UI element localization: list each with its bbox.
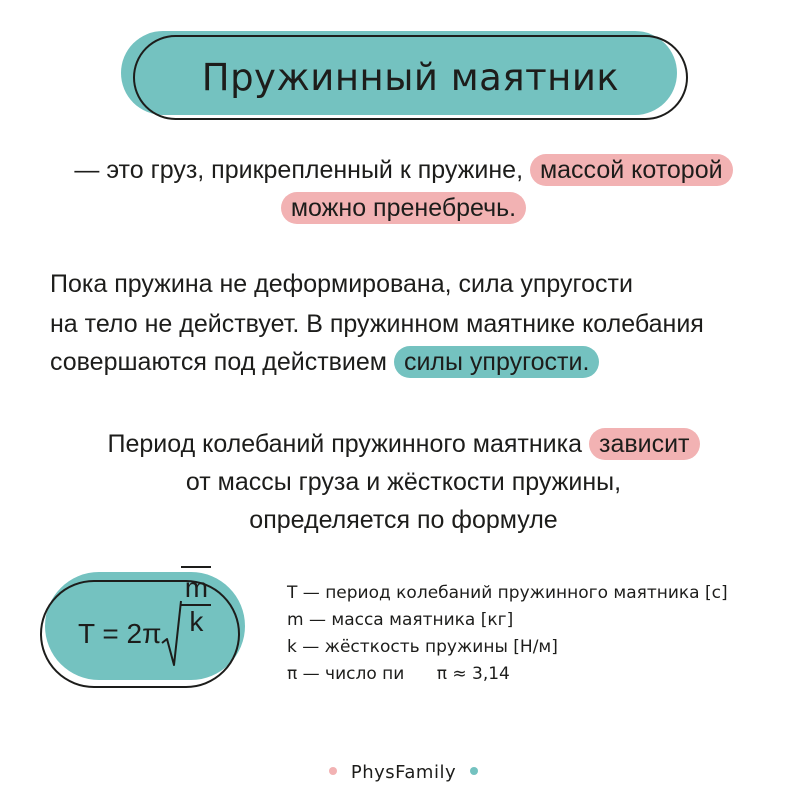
pink-dot-icon <box>329 767 337 775</box>
paragraph3-line-3: определяется по формуле <box>249 506 558 534</box>
period-formula <box>78 571 211 670</box>
footer <box>0 760 807 786</box>
formula-legend <box>287 580 728 688</box>
definition-line-2 <box>0 190 807 226</box>
mass-stiffness-fraction <box>181 573 211 637</box>
paragraph2-line-3 <box>50 344 807 380</box>
legend-item: T — период колебаний пружинного маятника [с] <box>287 583 728 603</box>
paragraph3-line-2: от массы груза и жёсткости пружины, <box>185 468 622 496</box>
page-title <box>133 35 688 120</box>
legend-item: π — число пи π ≈ 3,14 <box>287 664 510 684</box>
sqrt-overline <box>181 566 211 637</box>
definition-highlight-2: можно пренебречь. <box>281 192 526 224</box>
paragraph3-line-1 <box>0 426 807 462</box>
teal-dot-icon <box>470 767 478 775</box>
paragraph2-line-1: Пока пружина не деформирована, сила упругости <box>50 270 633 298</box>
fraction-denominator: k <box>189 605 204 637</box>
definition-highlight-1: массой которой <box>530 154 733 186</box>
paragraph3-highlight: зависит <box>589 428 700 460</box>
footer-brand: PhysFamily <box>350 762 457 783</box>
fraction-numerator: m <box>184 571 209 603</box>
paragraph2-line-2: на тело не действует. В пружинном маятнике колебания <box>50 310 704 338</box>
definition-line-1 <box>0 152 807 188</box>
paragraph3-text: Период колебаний пружинного маятника <box>107 430 583 458</box>
paragraph2-highlight: силы упругости. <box>394 346 599 378</box>
square-root-sign <box>161 599 183 669</box>
paragraph2-text: совершаются под действием <box>50 348 387 376</box>
page-title-text: Пружинный маятник <box>201 56 620 99</box>
legend-item: m — масса маятника [кг] <box>287 610 514 630</box>
legend-item: k — жёсткость пружины [Н/м] <box>287 637 558 657</box>
definition-text: — это груз, прикрепленный к пружине, <box>74 156 524 184</box>
formula-lhs: T = 2π <box>78 618 162 649</box>
